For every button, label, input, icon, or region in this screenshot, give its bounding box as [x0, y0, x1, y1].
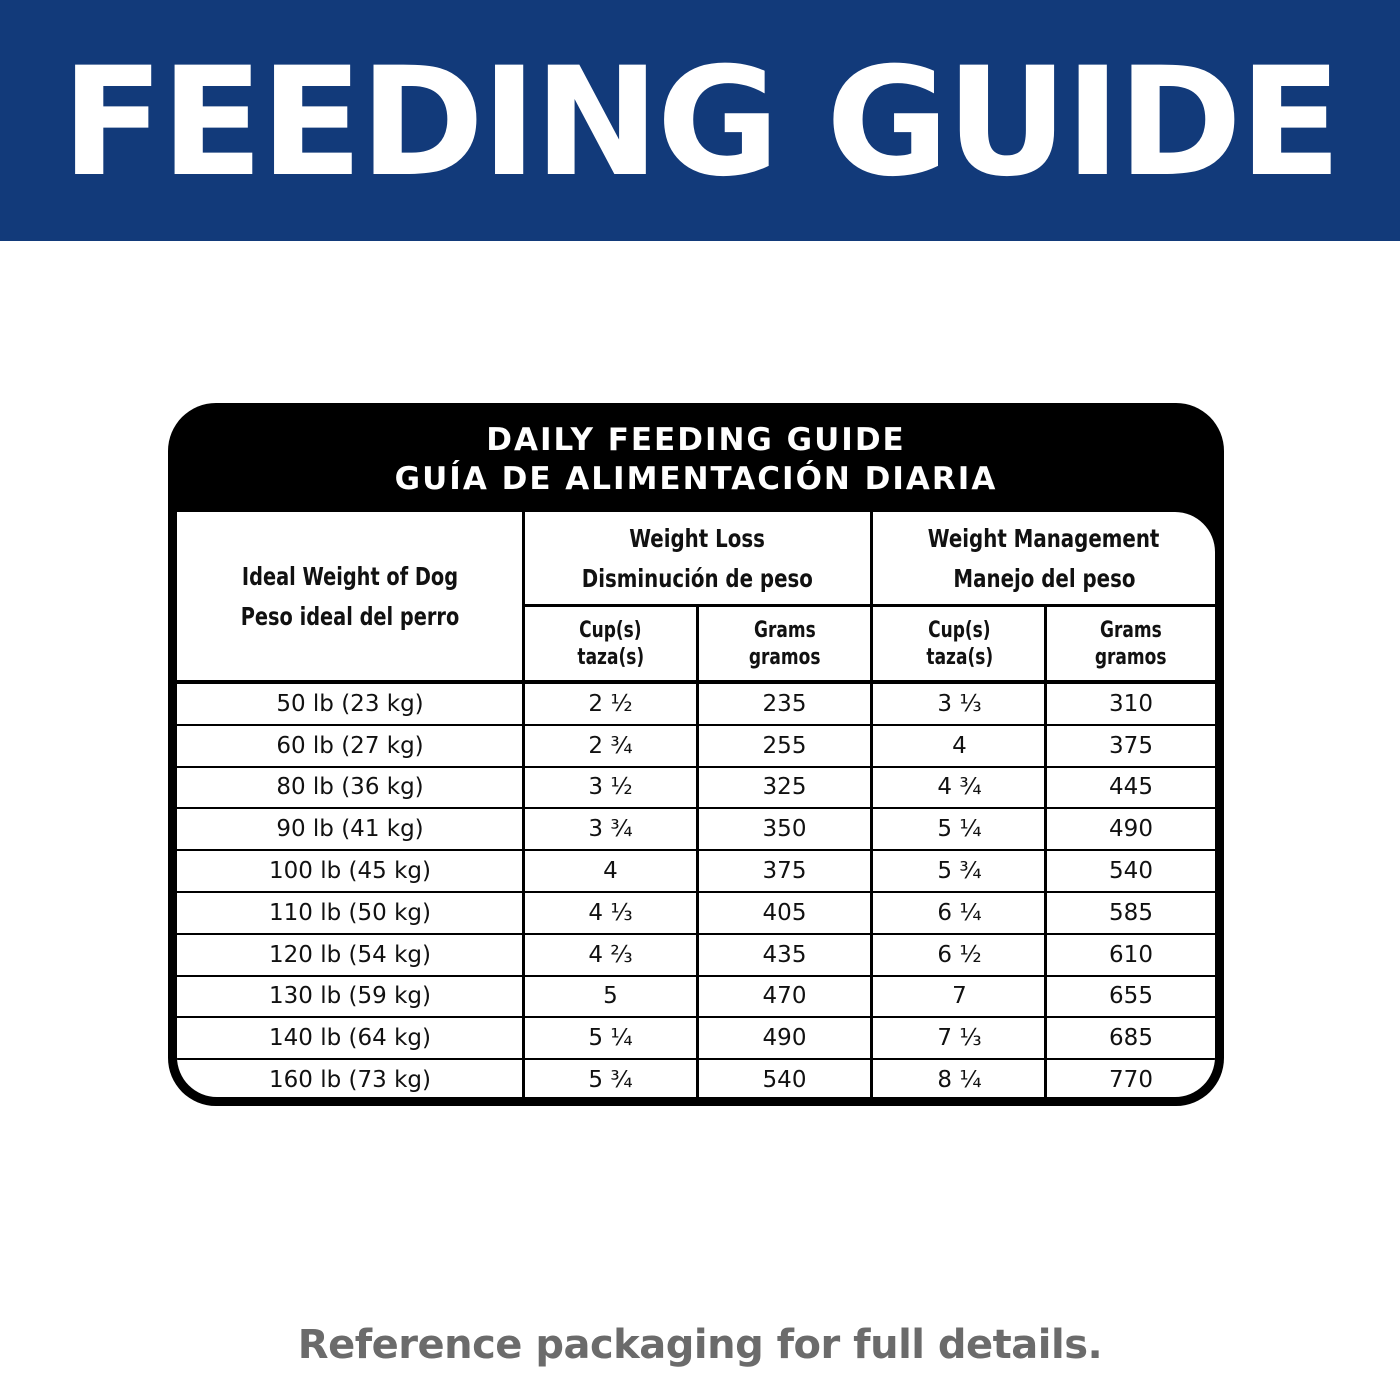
header-ideal-weight-es: Peso ideal del perro [240, 602, 460, 631]
header-weight-management-es: Manejo del peso [952, 563, 1136, 593]
cell-loss-grams: 470 [762, 983, 807, 1010]
cell-loss-cups: 4 ⅔ [588, 941, 633, 968]
cell-loss-grams: 490 [762, 1025, 807, 1052]
cell-management-grams: 685 [1109, 1025, 1153, 1052]
cell-management-grams: 770 [1109, 1067, 1153, 1094]
header-banner [0, 0, 1400, 241]
cell-ideal-weight: 100 lb (45 kg) [269, 858, 431, 885]
cell-loss-grams: 235 [762, 690, 807, 717]
cell-management-grams: 310 [1109, 690, 1153, 717]
cell-management-cups: 6 ¼ [937, 899, 982, 926]
cell-ideal-weight: 160 lb (73 kg) [269, 1067, 431, 1094]
header-ideal-weight-en: Ideal Weight of Dog [241, 562, 459, 591]
card-title [168, 421, 1224, 499]
cell-ideal-weight: 90 lb (41 kg) [276, 816, 424, 843]
cell-management-grams: 445 [1109, 774, 1153, 801]
cell-management-grams: 540 [1109, 858, 1153, 885]
cell-ideal-weight: 50 lb (23 kg) [276, 690, 424, 717]
cell-loss-cups: 3 ¾ [588, 816, 633, 843]
cell-management-grams: 490 [1109, 816, 1153, 843]
cell-loss-cups: 5 ¾ [588, 1067, 633, 1094]
cell-loss-grams: 435 [762, 941, 807, 968]
card-title-english: DAILY FEEDING GUIDE [486, 422, 906, 458]
cell-management-cups: 4 ¾ [937, 774, 982, 801]
table-row [177, 766, 1215, 808]
cell-loss-cups: 4 [603, 858, 618, 885]
cell-loss-cups: 4 ⅓ [588, 899, 633, 926]
card-title-spanish: GUÍA DE ALIMENTACIÓN DIARIA [394, 461, 998, 497]
subheader-loss-cups-es: taza(s) [577, 645, 644, 670]
header-ideal-weight [201, 512, 499, 682]
subheader-loss-grams [698, 606, 871, 682]
table-row [177, 1016, 1215, 1058]
table-row [177, 891, 1215, 933]
subheader-management-cups [873, 606, 1046, 682]
cell-management-cups: 8 ¼ [937, 1067, 982, 1094]
subheader-management-cups-es: taza(s) [926, 645, 993, 670]
table-row [177, 682, 1215, 724]
header-weight-loss-es: Disminución de peso [581, 563, 814, 593]
table-row [177, 1058, 1215, 1097]
subheader-loss-cups-en: Cup(s) [579, 618, 642, 643]
cell-ideal-weight: 80 lb (36 kg) [276, 774, 424, 801]
cell-management-grams: 585 [1109, 899, 1153, 926]
cell-loss-cups: 5 [603, 983, 618, 1010]
cell-management-cups: 5 ¼ [937, 816, 982, 843]
table-row [177, 933, 1215, 975]
cell-loss-grams: 350 [762, 816, 807, 843]
cell-management-cups: 5 ¾ [937, 858, 982, 885]
subheader-management-grams [1047, 606, 1215, 682]
table-row [177, 975, 1215, 1017]
subheader-loss-grams-en: Grams [753, 618, 816, 643]
header-weight-loss [524, 512, 871, 605]
subheader-management-grams-en: Grams [1100, 618, 1162, 643]
table-body [177, 682, 1215, 1097]
cell-management-cups: 3 ⅓ [937, 690, 982, 717]
cell-loss-cups: 5 ¼ [588, 1025, 633, 1052]
cell-management-cups: 6 ½ [937, 941, 982, 968]
cell-loss-grams: 540 [762, 1067, 807, 1094]
cell-management-cups: 4 [952, 732, 967, 759]
header-weight-loss-en: Weight Loss [629, 523, 766, 553]
cell-ideal-weight: 140 lb (64 kg) [269, 1025, 431, 1052]
header-weight-management-en: Weight Management [928, 523, 1160, 553]
cell-ideal-weight: 120 lb (54 kg) [269, 941, 431, 968]
table-row [177, 849, 1215, 891]
subheader-management-cups-en: Cup(s) [928, 618, 991, 643]
cell-loss-grams: 405 [762, 899, 807, 926]
subheader-loss-cups [524, 606, 697, 682]
cell-management-grams: 375 [1109, 732, 1153, 759]
cell-ideal-weight: 60 lb (27 kg) [276, 732, 424, 759]
feeding-table [177, 512, 1215, 1097]
subheader-management-grams-es: gramos [1095, 645, 1167, 670]
cell-loss-cups: 2 ¾ [588, 732, 633, 759]
cell-loss-cups: 3 ½ [588, 774, 633, 801]
cell-loss-cups: 2 ½ [588, 690, 633, 717]
cell-ideal-weight: 110 lb (50 kg) [269, 899, 431, 926]
cell-loss-grams: 325 [762, 774, 807, 801]
footer-note: Reference packaging for full details. [297, 1322, 1103, 1368]
table-row [177, 807, 1215, 849]
page-title: FEEDING GUIDE [61, 35, 1339, 210]
cell-loss-grams: 375 [762, 858, 807, 885]
subheader-loss-grams-es: gramos [748, 645, 821, 670]
table-row [177, 724, 1215, 766]
cell-loss-grams: 255 [762, 732, 807, 759]
cell-management-cups: 7 ⅓ [937, 1025, 982, 1052]
header-weight-management [873, 512, 1215, 605]
cell-ideal-weight: 130 lb (59 kg) [269, 983, 431, 1010]
daily-feeding-guide-card [168, 403, 1224, 1106]
cell-management-grams: 655 [1109, 983, 1153, 1010]
cell-management-cups: 7 [952, 983, 967, 1010]
cell-management-grams: 610 [1109, 941, 1153, 968]
